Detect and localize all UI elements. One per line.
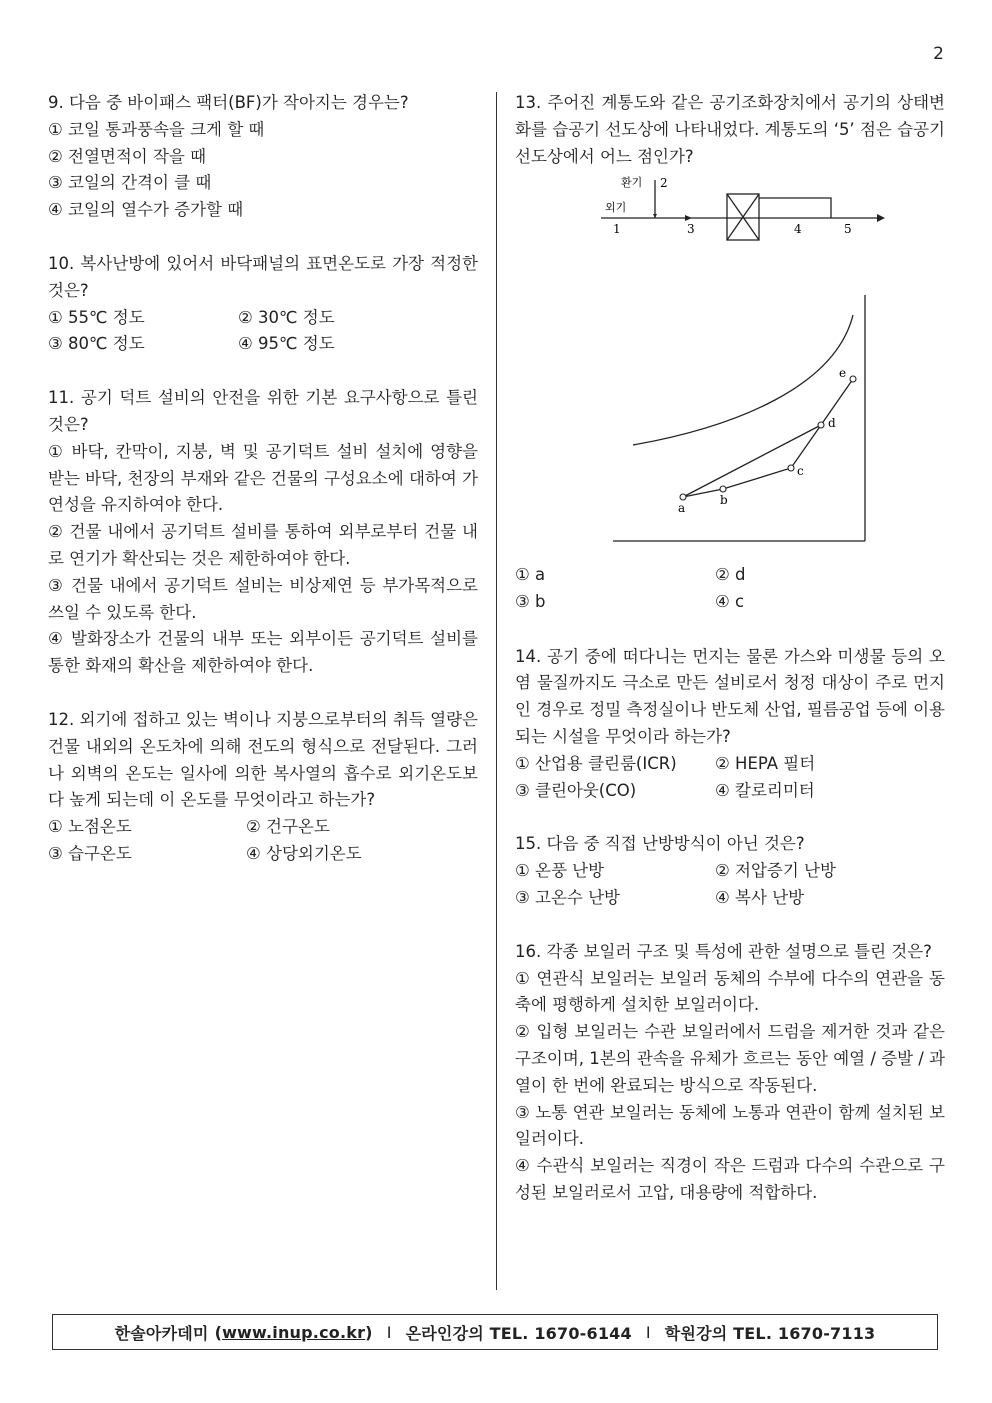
question-14 xyxy=(515,644,945,805)
offline-lecture-phone: 학원강의 TEL. 1670-7113 xyxy=(664,1323,876,1343)
option: ② 건구온도 xyxy=(246,817,330,837)
option: ④ c xyxy=(715,591,745,611)
option: ② 30℃ 정도 xyxy=(238,307,335,327)
option: ③ 습구온도 xyxy=(48,843,132,863)
question-16 xyxy=(515,939,945,1207)
system-diagram xyxy=(515,170,945,556)
chart-point-e-marker xyxy=(850,376,856,382)
option: ③ 건물 내에서 공기덕트 설비는 비상제연 등 부가목적으로 쓰일 수 있도록 한다. xyxy=(48,575,478,622)
option: ① 55℃ 정도 xyxy=(48,307,145,327)
chart-point-e: e xyxy=(839,366,847,381)
option: ③ 80℃ 정도 xyxy=(48,334,145,354)
option: ③ 노통 연관 보일러는 동체에 노통과 연관이 함께 설치된 보일러이다. xyxy=(515,1102,945,1149)
option: ① 코일 통과풍속을 크게 할 때 xyxy=(48,119,265,139)
psychrometric-chart xyxy=(515,277,945,547)
option: ④ 칼로리미터 xyxy=(715,780,815,800)
option: ③ 코일의 간격이 클 때 xyxy=(48,173,212,193)
question-stem: 12. 외기에 접하고 있는 벽이나 지붕으로부터의 취득 열량은 건물 내외의 온도차에 의해 전도의 형식으로 전달된다. 그러나 외벽의 온도는 일사에 의한 복사열의 흡수로 외기온도보다 높게 되는데 이 온도를 무엇이라고 하는가? xyxy=(48,709,478,810)
question-11 xyxy=(48,385,478,680)
chart-point-a-marker xyxy=(680,494,686,500)
website-link[interactable]: www.inup.co.kr xyxy=(222,1322,366,1342)
option: ④ 발화장소가 건물의 내부 또는 외부이든 공기덕트 설비를 통한 화재의 확산을 제한하여야 한다. xyxy=(48,629,478,676)
option: ① 노점온도 xyxy=(48,817,132,837)
option: ③ b xyxy=(515,591,546,611)
chart-point-b: b xyxy=(720,493,728,508)
option: ③ 고온수 난방 xyxy=(515,887,620,907)
chart-point-d-marker xyxy=(818,422,824,428)
option: ② 입형 보일러는 수관 보일러에서 드럼을 제거한 것과 같은 구조이며, 1본의 관속을 유체가 흐르는 동안 예열 / 증발 / 과열이 한 번에 완료되는 방식으로 작동된다. xyxy=(515,1022,945,1095)
page-number: 2 xyxy=(933,44,944,64)
option: ② 전열면적이 작을 때 xyxy=(48,146,207,166)
option: ① a xyxy=(515,564,546,584)
system-point-4: 4 xyxy=(794,222,802,237)
chart-point-d: d xyxy=(828,416,836,431)
right-column xyxy=(515,90,945,1234)
option: ④ 95℃ 정도 xyxy=(238,334,335,354)
left-column xyxy=(48,90,478,895)
mixing-line xyxy=(683,425,821,497)
question-stem: 9. 다음 중 바이패스 팩터(BF)가 작아지는 경우는? xyxy=(48,93,409,112)
question-stem: 16. 각종 보일러 구조 및 특성에 관한 설명으로 틀린 것은? xyxy=(515,941,932,961)
option: ④ 코일의 열수가 증가할 때 xyxy=(48,200,244,220)
option: ① 바닥, 칸막이, 지붕, 벽 및 공기덕트 설비 설치에 영향을 받는 바닥, 천장의 부재와 같은 건물의 구성요소에 대하여 가연성을 유지하여야 한다. xyxy=(48,441,478,515)
option: ② HEPA 필터 xyxy=(715,753,816,773)
question-10 xyxy=(48,251,478,358)
question-12 xyxy=(48,707,478,868)
system-point-3: 3 xyxy=(687,222,695,237)
system-point-5: 5 xyxy=(844,222,852,237)
question-stem: 14. 공기 중에 떠다니는 먼지는 물론 가스와 미생물 등의 오염 물질까지도 극소로 만든 설비로서 청정 대상이 주로 먼지인 경우로 정밀 측정실이나 반도체 산업, 필름공업 등에 이용되는 시설을 무엇이라 하는가? xyxy=(515,646,945,746)
option: ② d xyxy=(715,564,746,584)
chart-point-a: a xyxy=(678,501,686,516)
options-grid xyxy=(48,305,478,359)
separator: I xyxy=(645,1322,651,1342)
option: ④ 복사 난방 xyxy=(715,887,805,907)
option: ① 온풍 난방 xyxy=(515,861,605,881)
return-air-label: 환기 xyxy=(621,176,643,190)
option: ④ 수관식 보일러는 직경이 작은 드럼과 다수의 수관으로 구성된 보일러로서 고압, 대용량에 적합하다. xyxy=(515,1156,945,1202)
question-15 xyxy=(515,831,945,911)
options-grid xyxy=(515,562,945,616)
online-lecture-phone: 온라인강의 TEL. 1670-6144 xyxy=(405,1323,632,1343)
option: ① 연관식 보일러는 보일러 동체의 수부에 다수의 연관을 동축에 평행하게 설치한 보일러이다. xyxy=(515,968,945,1015)
system-point-1: 1 xyxy=(613,222,621,237)
footer-banner: 한솔아카데미 ( www.inup.co.kr ) I 온라인강의 TEL. 1670-6144 I 학원강의 TEL. 1670-7113 xyxy=(52,1314,938,1350)
chart-point-c: c xyxy=(797,464,804,479)
question-13 xyxy=(515,90,945,616)
option: ② 건물 내에서 공기덕트 설비를 통하여 외부로부터 건물 내로 연기가 확산되는 것은 제한하여야 한다. xyxy=(48,522,478,568)
academy-name: 한솔아카데미 xyxy=(114,1323,209,1343)
options-grid xyxy=(515,751,945,805)
system-point-2: 2 xyxy=(660,176,668,191)
column-divider xyxy=(496,92,497,1290)
option: ④ 상당외기온도 xyxy=(246,843,362,863)
option: ③ 클린아웃(CO) xyxy=(515,780,637,800)
options-grid xyxy=(48,814,478,868)
outdoor-air-label: 외기 xyxy=(605,201,627,215)
option: ① 산업용 클린룸(ICR) xyxy=(515,753,677,773)
option: ② 저압증기 난방 xyxy=(715,861,836,881)
chart-point-b-marker xyxy=(720,486,726,492)
system-diagram-svg xyxy=(515,170,945,270)
question-stem: 10. 복사난방에 있어서 바닥패널의 표면온도로 가장 적정한 것은? xyxy=(48,253,478,300)
question-stem: 13. 주어진 계통도와 같은 공기조화장치에서 공기의 상태변화를 습공기 선도상에 나타내었다. 계통도의 ‘5’ 점은 습공기 선도상에서 어느 점인가? xyxy=(515,93,945,166)
question-stem: 11. 공기 덕트 설비의 안전을 위한 기본 요구사항으로 틀린 것은? xyxy=(48,388,478,434)
question-9 xyxy=(48,90,478,224)
options-grid xyxy=(515,858,945,912)
chart-point-c-marker xyxy=(788,465,794,471)
process-path xyxy=(683,379,853,497)
question-stem: 15. 다음 중 직접 난방방식이 아닌 것은? xyxy=(515,834,805,854)
separator: I xyxy=(386,1322,392,1342)
